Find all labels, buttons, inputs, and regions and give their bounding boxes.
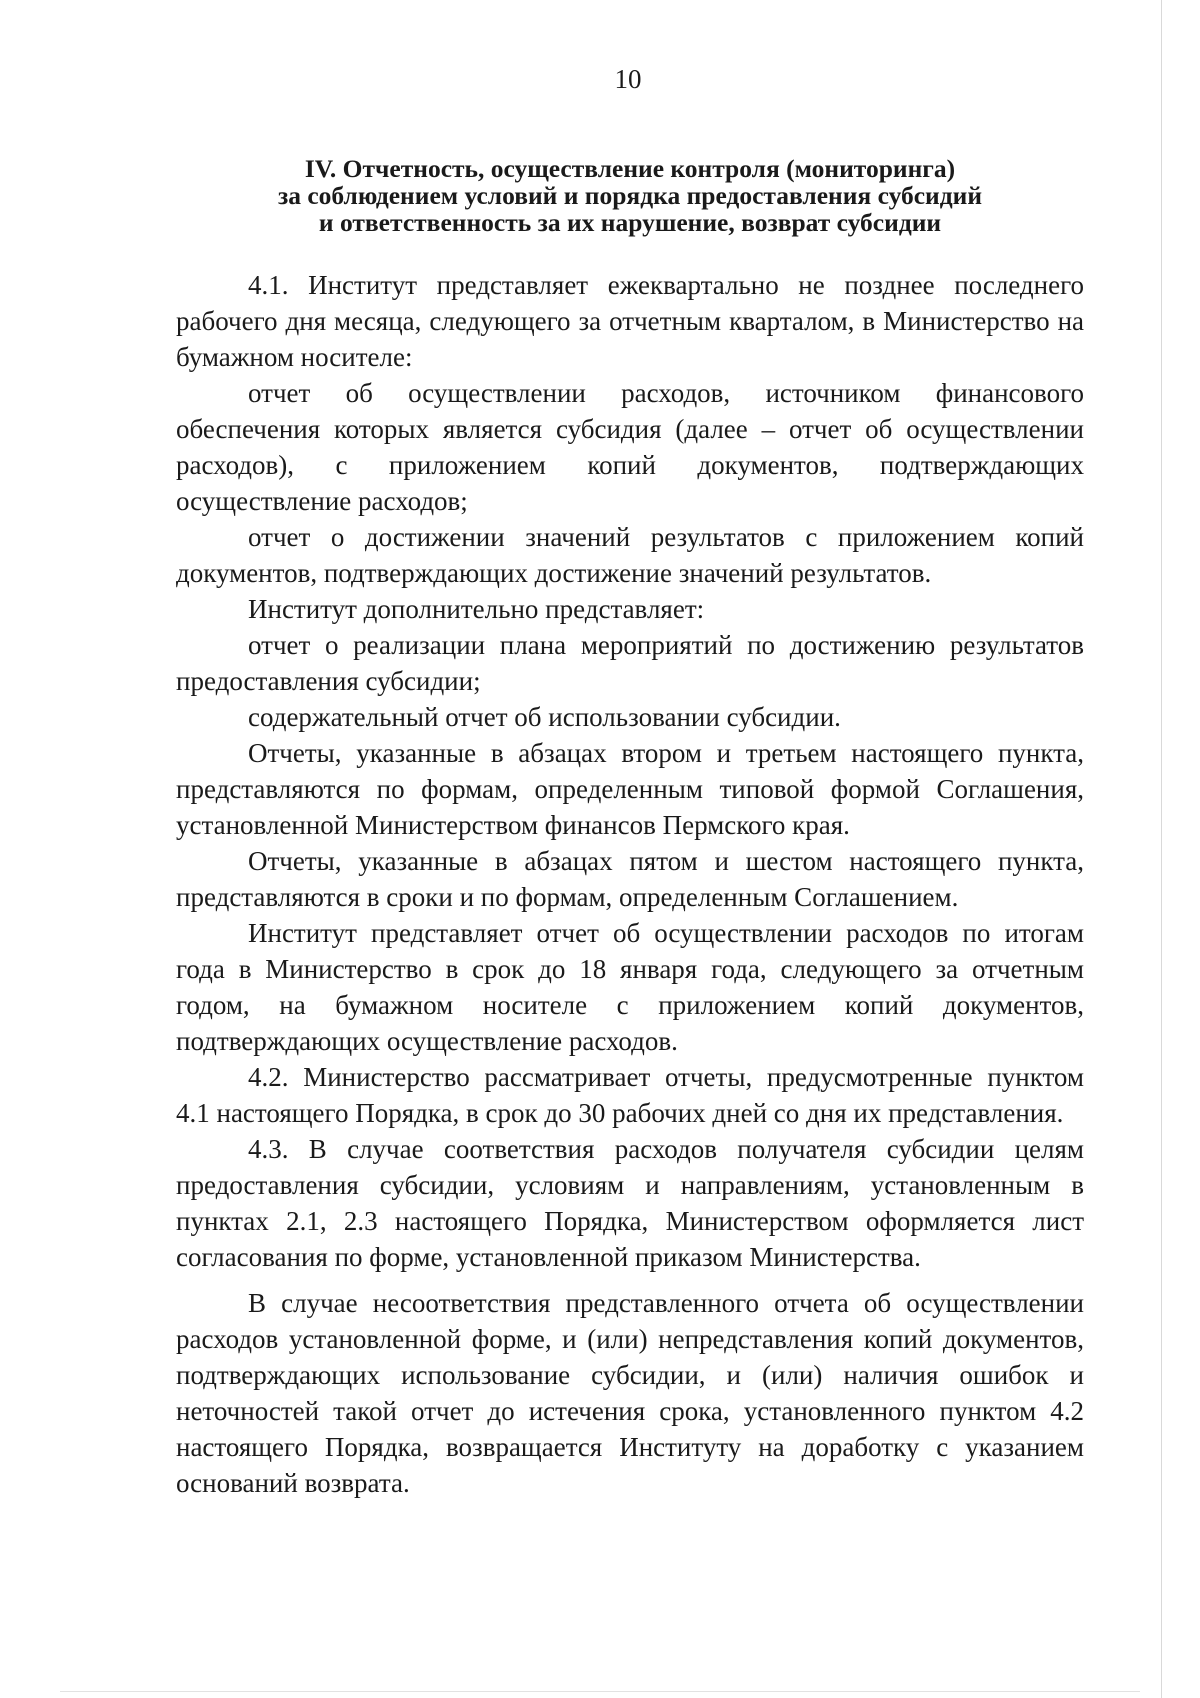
paragraph-4-3: 4.3. В случае соответствия расходов получателя субсидии целям предоставления субсидии, условиям и направлениям, установленным в пунктах 2.1, 2.3 настоящего Порядка, Министерством оформляется лист согласования по форме, установленной приказом Министерства. — [176, 1134, 1084, 1272]
paragraph: Институт дополнительно представляет: — [248, 594, 705, 624]
paragraph: отчет об осуществлении расходов, источником финансового обеспечения которых является субсидия (далее – отчет об осуществлении расходов), с приложением копий документов, подтверждающих осуществление расходов; — [176, 378, 1084, 516]
paragraph: Институт представляет отчет об осуществлении расходов по итогам года в Министерство в срок до 18 января года, следующего за отчетным годом, на бумажном носителе с приложением копий документов, подтверждающих осуществление расходов. — [176, 918, 1084, 1056]
paragraph: Отчеты, указанные в абзацах втором и третьем настоящего пункта, представляются по формам, определенным типовой формой Соглашения, установленной Министерством финансов Пермского края. — [176, 738, 1084, 840]
paragraph: отчет о достижении значений результатов с приложением копий документов, подтверждающих достижение значений результатов. — [176, 522, 1084, 588]
paragraph: отчет о реализации плана мероприятий по достижению результатов предоставления субсидии; — [176, 630, 1084, 696]
section-title-line: и ответственность за их нарушение, возврат субсидии — [318, 208, 942, 237]
paragraph: В случае несоответствия представленного отчета об осуществлении расходов установленной форме, и (или) непредставления копий документов, подтверждающих использование субсидии, и (или) наличия ошибок и неточностей такой отчет до истечения срока, установленного пунктом 4.2 настоящего Порядка, возвращается Институту на доработку с указанием оснований возврата. — [176, 1288, 1084, 1498]
paragraph: Отчеты, указанные в абзацах пятом и шестом настоящего пункта, представляются в сроки и по формам, определенным Соглашением. — [176, 846, 1084, 912]
section-title-line: IV. Отчетность, осуществление контроля (мониторинга) — [304, 154, 956, 183]
scan-edge-line — [1161, 0, 1162, 1698]
paragraph-4-2: 4.2. Министерство рассматривает отчеты, предусмотренные пунктом 4.1 настоящего Порядка, в срок до 30 рабочих дней со дня их представления. — [176, 1062, 1084, 1128]
document-body — [176, 267, 1084, 1501]
paragraph-4-1: 4.1. Институт представляет ежеквартально не позднее последнего рабочего дня месяца, следующего за отчетным кварталом, в Министерство на бумажном носителе: — [176, 270, 1084, 372]
section-title — [176, 155, 1084, 236]
paragraph: содержательный отчет об использовании субсидии. — [248, 702, 841, 732]
section-title-line: за соблюдением условий и порядка предоставления субсидий — [277, 181, 983, 210]
page-number: 10 — [614, 64, 642, 94]
scan-bottom-line — [60, 1691, 1140, 1692]
